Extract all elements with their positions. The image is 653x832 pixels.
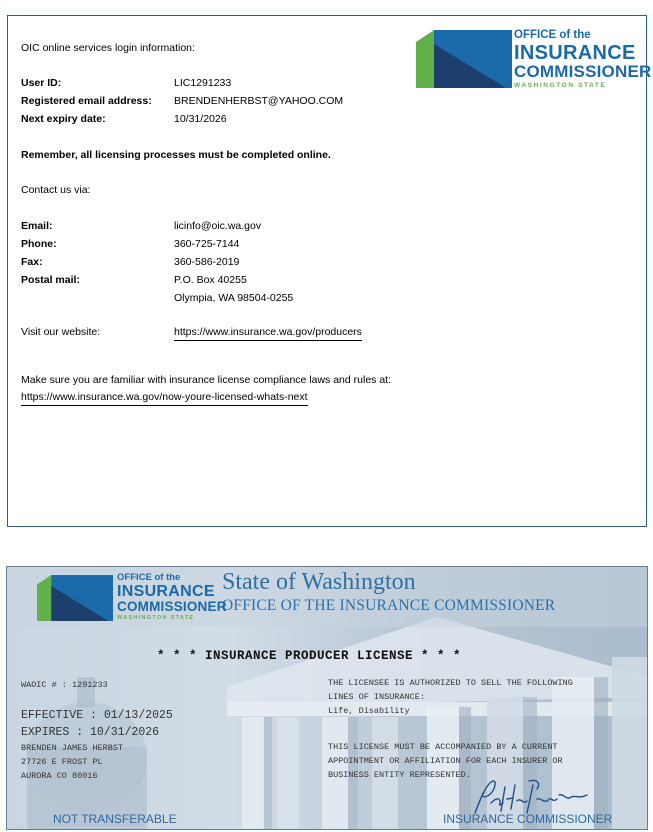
licensee-address-line2: AURORA CO 80016 — [21, 771, 98, 781]
website-label: Visit our website: — [21, 326, 101, 338]
compliance-text: Make sure you are familiar with insurance license compliance laws and rules at: — [21, 374, 392, 386]
effective-date: EFFECTIVE : 01/13/2025 — [21, 709, 173, 722]
authorization-line2: LINES OF INSURANCE: — [328, 692, 425, 702]
expiry-value: 10/31/2026 — [174, 113, 227, 125]
card-logo-mark-icon — [37, 573, 113, 623]
reminder-text: Remember, all licensing processes must be completed online. — [21, 149, 331, 161]
commissioner-signature-icon — [467, 775, 597, 817]
fax-label: Fax: — [21, 256, 43, 268]
expiry-label: Next expiry date: — [21, 113, 106, 125]
card-logo-line1: OFFICE of the — [117, 572, 181, 583]
contact-email-value[interactable]: licinfo@oic.wa.gov — [174, 220, 262, 232]
login-info-panel — [7, 15, 652, 527]
logo-line2: INSURANCE — [514, 41, 636, 64]
postal-label: Postal mail: — [21, 274, 80, 286]
accompany-line2: APPOINTMENT OR AFFILIATION FOR EACH INSURER OR — [328, 756, 563, 766]
contact-email-label: Email: — [21, 220, 53, 232]
compliance-link[interactable]: https://www.insurance.wa.gov/now-youre-licensed-whats-next — [21, 391, 308, 406]
expires-date: EXPIRES : 10/31/2026 — [21, 726, 160, 739]
card-oic-logo — [37, 572, 227, 625]
insurance-producer-license-card — [6, 566, 648, 830]
user-id-label: User ID: — [21, 77, 62, 89]
not-transferable-label: NOT TRANSFERABLE — [53, 812, 177, 826]
accompany-line3: BUSINESS ENTITY REPRESENTED. — [328, 770, 471, 780]
lines-of-insurance: Life, Disability — [328, 706, 410, 716]
postal-line2: Olympia, WA 98504-0255 — [174, 292, 294, 304]
email-label: Registered email address: — [21, 95, 152, 107]
email-value: BRENDENHERBST@YAHOO.COM — [174, 95, 344, 107]
logo-line3: COMMISSIONER — [514, 61, 652, 81]
user-id-value: LIC1291233 — [174, 77, 232, 89]
postal-line1: P.O. Box 40255 — [174, 274, 247, 286]
license-heading: * * * INSURANCE PRODUCER LICENSE * * * — [157, 649, 462, 663]
state-title: State of Washington — [222, 569, 416, 595]
card-logo-line4: WASHINGTON STATE — [117, 615, 195, 621]
intro-text: OIC online services login information: — [21, 42, 195, 54]
authorization-line1: THE LICENSEE IS AUTHORIZED TO SELL THE FOLLOWING — [328, 678, 573, 688]
phone-label: Phone: — [21, 238, 57, 250]
contact-intro: Contact us via: — [21, 184, 91, 196]
office-title: OFFICE OF THE INSURANCE COMMISSIONER — [222, 597, 556, 614]
oic-logo-mark-icon — [416, 30, 512, 88]
insurance-commissioner-label: INSURANCE COMMISSIONER — [443, 812, 613, 826]
licensee-address-line1: 27726 E FROST PL — [21, 757, 103, 767]
website-link[interactable]: https://www.insurance.wa.gov/producers — [174, 326, 362, 341]
fax-value: 360-586-2019 — [174, 256, 240, 268]
licensee-name: BRENDEN JAMES HERBST — [21, 743, 124, 753]
waoic-number: WAOIC # : 1291233 — [21, 680, 108, 690]
logo-line1: OFFICE of the — [514, 29, 591, 41]
phone-value: 360-725-7144 — [174, 238, 240, 250]
accompany-line1: THIS LICENSE MUST BE ACCOMPANIED BY A CURRENT — [328, 742, 558, 752]
card-logo-line3: COMMISSIONER — [117, 598, 227, 614]
card-logo-line2: INSURANCE — [117, 582, 215, 600]
oic-logo — [416, 29, 652, 90]
logo-line4: WASHINGTON STATE — [514, 81, 607, 89]
